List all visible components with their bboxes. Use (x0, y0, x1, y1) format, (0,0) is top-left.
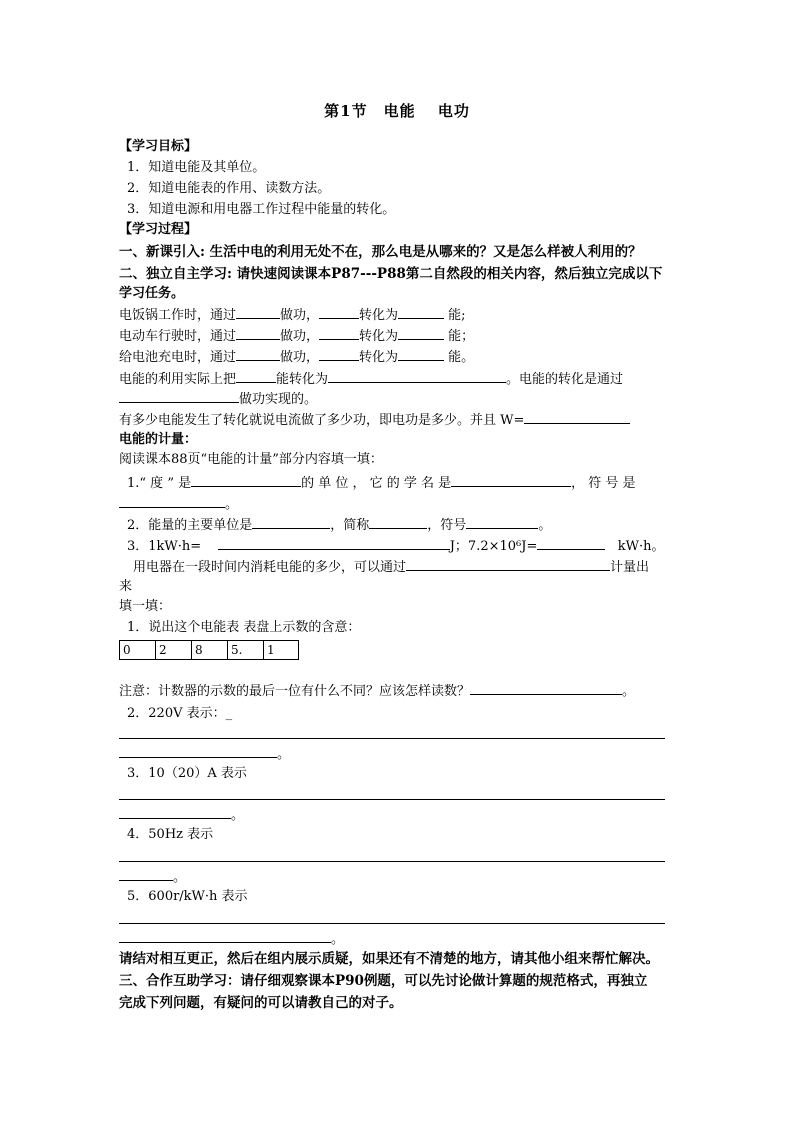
blank-field[interactable] (369, 515, 427, 529)
blank-field[interactable] (319, 347, 359, 361)
blank-field[interactable] (537, 536, 605, 550)
answer-line[interactable] (119, 923, 665, 924)
cooperation-text-cont: 完成下列问题，有疑问的可以请教自己的对子。 (119, 995, 403, 1011)
meter-digit: 1 (267, 643, 275, 657)
answer-line-end: 。 (119, 744, 290, 764)
meter-digit: 2 (156, 641, 192, 659)
blank-field[interactable] (236, 369, 276, 383)
blank-field[interactable] (236, 305, 280, 319)
peer-correction-text: 请结对相互更正，然后在组内展示质疑，如果还有不清楚的地方，请其他小组来帮忙解决。 (119, 951, 659, 967)
blank-field[interactable] (119, 494, 225, 508)
answer-line-end: 。 (119, 805, 244, 825)
blank-field[interactable] (524, 410, 630, 424)
answer-line[interactable] (119, 799, 665, 800)
fill-q4: 4．50Hz 表示 (127, 827, 214, 842)
blank-field[interactable] (191, 473, 301, 487)
fill-note: 注意：计数器的示数的最后一位有什么不同？应该怎样读数？ 。 (119, 681, 635, 701)
work-definition: 有多少电能发生了转化就说电流做了多少功，即电功是多少。并且 W= (119, 410, 630, 430)
answer-line-end: 。 (119, 929, 344, 949)
objectives-heading: 【学习目标】 (119, 139, 198, 154)
meter-measure-line-cont: 来 (119, 579, 133, 594)
measurement-q3: 3．1kW·h= J；7.2×10⁶J= kW·h。 (127, 536, 665, 556)
blank-field[interactable] (470, 681, 622, 695)
meter-measure-line: 用电器在一段时间内消耗电能的多少，可以通过 计量出 (133, 557, 649, 577)
blank-field[interactable] (236, 347, 280, 361)
fill-heading: 填一填： (119, 599, 172, 614)
blank-field[interactable] (406, 557, 610, 571)
blank-field[interactable] (119, 744, 277, 758)
fill-q1: 1．说出这个电能表 表盘上示数的含意： (127, 620, 361, 635)
objective-item: 1．知道电能及其单位。 (127, 160, 266, 175)
task-battery: 给电池充电时，通过 做功， 转化为 能。 (119, 347, 474, 367)
measurement-q2: 2．能量的主要单位是 ，简称 ，符号 。 (127, 515, 551, 535)
process-heading: 【学习过程】 (119, 222, 198, 237)
measurement-q1: 1.“ 度 ” 是 的 单 位 ， 它 的 学 名 是 ， 符 号 是 (127, 473, 636, 493)
meter-digit: 5. (228, 641, 264, 659)
blank-field[interactable] (328, 369, 506, 383)
fill-q2: 2．220V 表示：_ (127, 706, 233, 721)
energy-usage-line-2: 做功实现的。 (119, 389, 317, 409)
blank-field[interactable] (451, 473, 571, 487)
self-study-text: 二、独立自主学习: 请快速阅读课本P87---P88第二自然段的相关内容，然后独立完成以下 (119, 266, 663, 282)
answer-line-end: 。 (119, 867, 186, 887)
meter-display (119, 640, 299, 660)
answer-line[interactable] (119, 738, 665, 739)
fill-q5: 5．600r/kW·h 表示 (127, 889, 248, 904)
blank-field[interactable] (252, 515, 330, 529)
blank-field[interactable] (398, 326, 444, 340)
blank-field[interactable] (119, 867, 173, 881)
blank-field[interactable] (398, 305, 444, 319)
task-cooker: 电饭锅工作时，通过 做功， 转化为 能; (119, 305, 466, 325)
objective-item: 2．知道电能表的作用、读数方法。 (127, 181, 331, 196)
cooperation-text: 三、合作互助学习：请仔细观察课本P90例题，可以先讨论做计算题的规范格式，再独立 (119, 973, 648, 989)
self-study-text-cont: 学习任务。 (119, 286, 185, 301)
measurement-q1-cont: 。 (119, 494, 238, 514)
meter-digit: 0 (120, 641, 156, 659)
task-ebike: 电动车行驶时，通过 做功， 转化为 能； (119, 326, 474, 346)
energy-usage-line: 电能的利用实际上把 能转化为 。电能的转化是通过 (119, 369, 623, 389)
answer-line[interactable] (119, 861, 665, 862)
objective-item: 3．知道电源和用电器工作过程中能量的转化。 (127, 202, 396, 217)
blank-field[interactable] (319, 305, 359, 319)
blank-field[interactable] (466, 515, 538, 529)
intro-text: 一、新课引入: 生活中电的利用无处不在，那么电是从哪来的？又是怎么样被人利用的？ (119, 244, 642, 260)
page-title: 第1节 电能 电功 (324, 102, 470, 120)
measurement-heading: 电能的计量： (119, 432, 198, 447)
blank-field[interactable] (119, 805, 231, 819)
meter-digit: 8 (192, 641, 228, 659)
blank-field[interactable] (119, 929, 331, 943)
measurement-read: 阅读课本88页“电能的计量”部分内容填一填： (119, 452, 383, 467)
blank-field[interactable] (319, 326, 359, 340)
blank-field[interactable] (398, 347, 444, 361)
blank-field[interactable] (218, 536, 450, 550)
blank-field[interactable] (119, 389, 239, 403)
fill-q3: 3．10（20）A 表示 (127, 766, 247, 781)
blank-field[interactable] (236, 326, 280, 340)
